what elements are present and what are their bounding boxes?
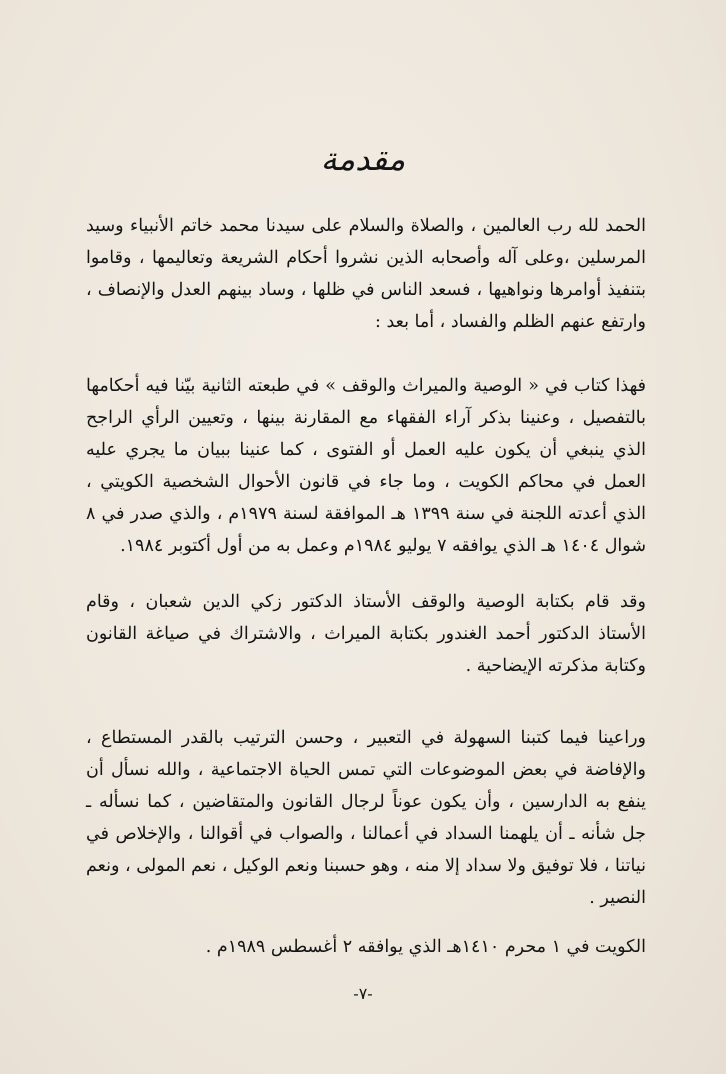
page-number: -٧- [353, 984, 373, 1003]
page-title: مقدمة [320, 140, 406, 178]
paragraph-opening: الحمد لله رب العالمين ، والصلاة والسلام على سيدنا محمد خاتم الأنبياء وسيد المرسلين ،وعلى آله وأصحابه الذين نشروا أحكام الشريعة وتعاليمها ، وقاموا بتنفيذ أوامرها ونواهيها ، فسعد الناس في ظلها ، وساد بينهم العدل والإنصاف ، وارتفع عنهم الظلم والفساد ، أما بعد : [86, 216, 646, 332]
paragraph-date-line: الكويت في ١ محرم ١٤١٠هـ الذي يوافقه ٢ أغسطس ١٩٨٩م . [205, 937, 646, 957]
paragraph-book-description: فهذا كتاب في « الوصية والميراث والوقف » في طبعته الثانية بيّنا فيه أحكامها بالتفصيل ، وعنينا بذكر آراء الفقهاء مع المقارنة بينها ، وتعيين الرأي الراجح الذي ينبغي أن يكون عليه العمل أو الفتوى ، كما عنينا ببيان ما يجري عليه العمل في محاكم الكويت ، وما جاء في قانون الأحوال الشخصية الكويتي ، الذي أعدته اللجنة في سنة ١٣٩٩ هـ الموافقة لسنة ١٩٧٩م ، والذي صدر في ٨ شوال ١٤٠٤ هـ الذي يوافقه ٧ يوليو ١٩٨٤م وعمل به من أول أكتوبر ١٩٨٤. [86, 376, 647, 556]
paragraph-closing-prayer: وراعينا فيما كتبنا السهولة في التعبير ، وحسن الترتيب بالقدر المستطاع ، والإفاضة في بعض الموضوعات التي تمس الحياة الاجتماعية ، والله نسأل أن ينفع به الدارسين ، وأن يكون عوناً لرجال القانون والمتقاضين ، كما نسأله ـ جل شأنه ـ أن يلهمنا السداد في أعمالنا ، والصواب في أقوالنا ، والإخلاص في نياتنا ، فلا توفيق ولا سداد إلا منه ، وهو حسبنا ونعم الوكيل ، نعم المولى ، ونعم النصير . [86, 728, 646, 908]
paragraph-authors: وقد قام بكتابة الوصية والوقف الأستاذ الدكتور زكي الدين شعبان ، وقام الأستاذ الدكتور أحمد الغندور بكتابة الميراث ، والاشتراك في صياغة القانون وكتابة مذكرته الإيضاحية . [86, 592, 646, 676]
